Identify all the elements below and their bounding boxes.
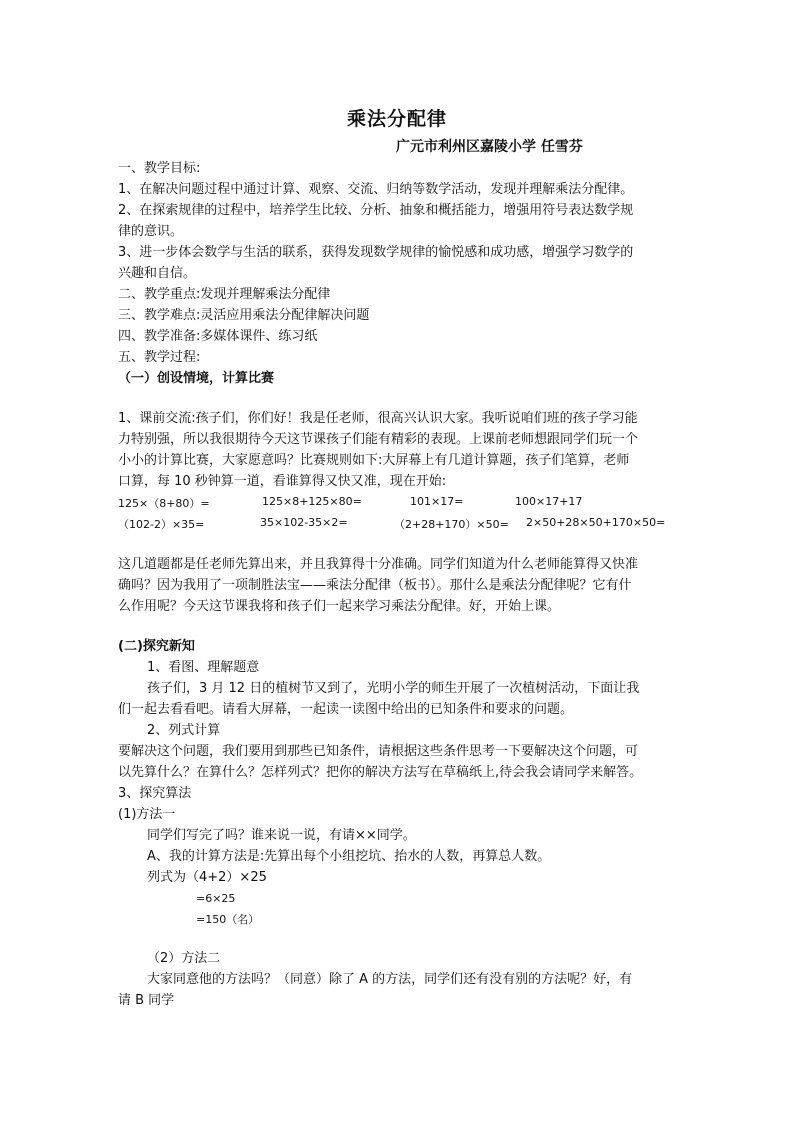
intro-line-1: 1、课前交流:孩子们，你们好！我是任老师，很高兴认识大家。我听说咱们班的孩子学习能 [118,411,638,426]
intro-line-3: 小小的计算比赛，大家愿意吗？比赛规则如下:大屏幕上有几道计算题，孩子们笔算，老师 [118,453,630,468]
intro-line-4: 口算，每 10 秒钟算一道，看谁算得又快又准，现在开始: [118,474,447,489]
part-1-heading: （一）创设情境，计算比赛 [118,371,275,386]
section-process: 五、教学过程: [118,350,201,365]
goal-1: 1、在解决问题过程中通过计算、观察、交流、归纳等数学活动，发现并理解乘法分配律。 [118,182,634,197]
method-1-formula: 列式为（4+2）×25 [147,870,267,885]
calc-cell: （2+28+170）×50= [394,518,509,531]
method-1-step-1: =6×25 [196,892,236,905]
section-key-point: 二、教学重点:发现并理解乘法分配律 [118,287,331,302]
step-2-text-line-2: 以先算什么？在算什么？怎样列式？把你的解决方法写在草稿纸上,待会我会请同学来解答。 [118,765,643,780]
intro-line-2: 力特别强，所以我很期待今天这节课孩子们能有精彩的表现。上课前老师想跟同学们玩一个 [118,432,639,447]
step-1-text-line-1: 孩子们，3 月 12 日的植树节又到了，光明小学的师生开展了一次植树活动，下面让我 [147,681,640,696]
paragraph-2-line-3: 么作用呢？今天这节课我将和孩子们一起来学习乘法分配律。好，开始上课。 [118,599,561,614]
step-1-text-line-2: 们一起去看看吧。请看大屏幕，一起读一读图中给出的已知条件和要求的问题。 [118,702,574,717]
step-2-text-line-1: 要解决这个问题，我们要用到那些已知条件，请根据这些条件思考一下要解决这个问题，可 [118,744,639,759]
part-2-heading: (二)探究新知 [118,639,195,654]
paragraph-2-line-1: 这几道题都是任老师先算出来，并且我算得十分准确。同学们知道为什么老师能算得又快准 [118,557,639,572]
doc-author: 广元市利州区嘉陵小学 任雪芬 [396,139,583,155]
method-2-line-1: 大家同意他的方法吗？（同意）除了 A 的方法，同学们还有没有别的方法呢？好，有 [147,972,633,987]
calc-cell: 101×17= [410,495,464,508]
calc-cell: 2×50+28×50+170×50= [526,516,666,529]
step-2-heading: 2、列式计算 [147,723,221,738]
method-1-step-2: =150（名） [196,913,260,926]
goal-3-line-1: 3、进一步体会数学与生活的联系，获得发现数学规律的愉悦感和成功感，增强学习数学的 [118,245,634,260]
goal-2-line-2: 律的意识。 [118,224,184,239]
paragraph-2-line-2: 确吗？因为我用了一项制胜法宝——乘法分配律（板书）。那什么是乘法分配律呢？它有什 [118,578,632,593]
step-3-heading: 3、探究算法 [118,786,192,801]
goal-3-line-2: 兴趣和自信。 [118,266,197,281]
method-1-heading: (1)方法一 [118,807,176,822]
method-1-line-1: 同学们写完了吗？谁来说一说，有请××同学。 [147,828,416,843]
calc-cell: 35×102-35×2= [260,516,348,529]
calc-cell: 100×17+17 [515,495,583,508]
section-objectives: 一、教学目标: [118,161,201,176]
calc-cell: 125×（8+80）= [118,497,210,510]
section-preparation: 四、教学准备:多媒体课件、练习纸 [118,329,318,344]
method-2-heading: （2）方法二 [147,951,221,966]
step-1-heading: 1、看图、理解题意 [147,660,260,675]
method-1-line-2: A、我的计算方法是:先算出每个小组挖坑、抬水的人数，再算总人数。 [147,849,551,864]
section-difficulty: 三、教学难点:灵活应用乘法分配律解决问题 [118,308,370,323]
calc-cell: 125×8+125×80= [262,495,362,508]
calc-cell: （102-2）×35= [118,518,205,531]
method-2-line-2: 请 B 同学 [118,993,175,1008]
goal-2-line-1: 2、在探索规律的过程中，培养学生比较、分析、抽象和概括能力，增强用符号表达数学规 [118,203,634,218]
doc-title: 乘法分配律 [346,108,447,130]
